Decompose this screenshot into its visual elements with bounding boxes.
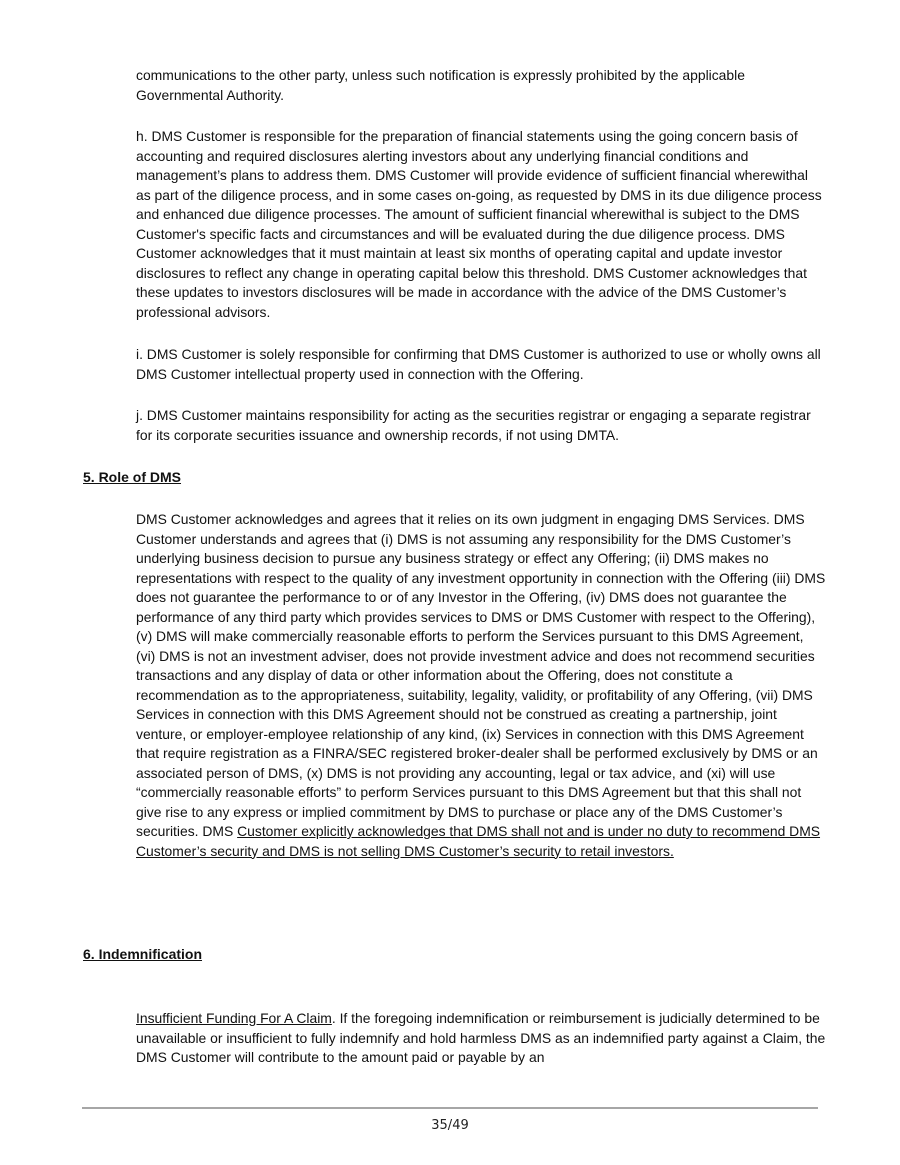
section-6-heading: 6. Indemnification <box>83 946 203 962</box>
section-6-body <box>136 1009 826 1068</box>
section-5-heading: 5. Role of DMS <box>83 469 182 485</box>
paragraph-i: i. DMS Customer is solely responsible for confirming that DMS Customer is authorized to use or wholly owns all DMS Customer intellectual property used in connection with the Offering. <box>136 346 821 382</box>
section-5-body <box>136 510 826 861</box>
insufficient-funding-subheading: Insufficient Funding For A Claim <box>136 1010 332 1026</box>
section-6-body-text: . If the foregoing indemnification or reimbursement is judicially determined to be unavailable or insufficient to fully indemnify and hold harmless DMS as an indemnified party against a Claim, the DMS Customer will contribute to the amount paid or payable by an <box>136 1010 826 1065</box>
paragraph-h: h. DMS Customer is responsible for the preparation of financial statements using the going concern basis of accounting and required disclosures alerting investors about any underlying financial conditions and management’s plans to address them. DMS Customer will provide evidence of sufficient financial wherewithal as part of the diligence process, and in some cases on-going, as requested by DMS in its due diligence process and enhanced due diligence processes. The amount of sufficient financial wherewithal is subject to the DMS Customer's specific facts and circumstances and will be evaluated during the due diligence process. DMS Customer acknowledges that it must maintain at least six months of operating capital and update investor disclosures to reflect any change in operating capital below this threshold. DMS Customer acknowledges that these updates to investors disclosures will be made in accordance with the advice of the DMS Customer’s professional advisors. <box>136 128 822 320</box>
footer-divider <box>82 1107 818 1109</box>
section-5-body-text: DMS Customer acknowledges and agrees that it relies on its own judgment in engaging DMS Services. DMS Customer understands and agrees that (i) DMS is not assuming any responsibility for the DMS Customer’s underlying business decision to pursue any business strategy or effect any Offering; (ii) DMS makes no representations with respect to the quality of any investment opportunity in connection with the Offering (iii) DMS does not guarantee the performance to or of any Investor in the Offering, (iv) DMS does not guarantee the performance of any third party which provides services to DMS or DMS Customer with respect to the Offering), (v) DMS will make commercially reasonable efforts to perform the Services pursuant to this DMS Agreement, (vi) DMS is not an investment adviser, does not provide investment advice and does not recommend securities transactions and any display of data or other information about the Offering, does not constitute a recommendation as to the appropriateness, suitability, legality, validity, or profitability of any Offering, (vii) DMS Services in connection with this DMS Agreement should not be construed as creating a partnership, joint venture, or employer-employee relationship of any kind, (ix) Services in connection with this DMS Agreement that require registration as a FINRA/SEC registered broker-dealer shall be performed exclusively by DMS or an associated person of DMS, (x) DMS is not providing any accounting, legal or tax advice, and (xi) will use “commercially reasonable efforts” to perform Services pursuant to this DMS Agreement but that this shall not give rise to any express or implied commitment by DMS to purchase or place any of the DMS Customer’s securities. DMS <box>136 511 826 839</box>
section-5-acknowledgement: Customer explicitly acknowledges that DMS shall not and is under no duty to recommend DMS Customer’s security and DMS is not selling DMS Customer’s security to retail investors. <box>136 823 821 859</box>
page-number: 35/49 <box>431 1118 469 1133</box>
continuation-paragraph: communications to the other party, unless such notification is expressly prohibited by the applicable Governmental Authority. <box>136 67 745 103</box>
paragraph-j: j. DMS Customer maintains responsibility for acting as the securities registrar or engaging a separate registrar for its corporate securities issuance and ownership records, if not using DMTA. <box>136 407 811 443</box>
